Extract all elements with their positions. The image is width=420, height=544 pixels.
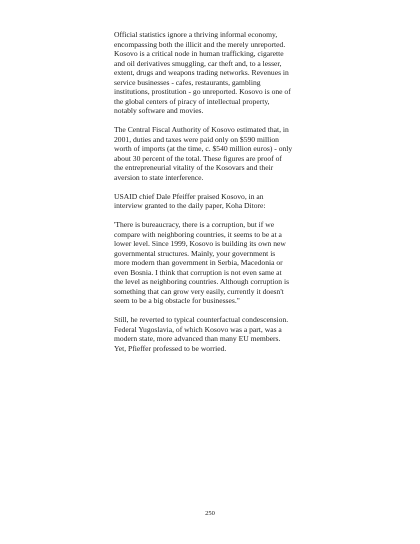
paragraph-usaid-intro: USAID chief Dale Pfeiffer praised Kosovo, in an interview granted to the daily paper, Koha Ditore:: [114, 191, 266, 210]
page-body: [114, 30, 314, 363]
paragraph-condescension: Still, he reverted to typical counterfactual condescension. Federal Yugoslavia, of which Kosovo was a part, was a modern state, more advanced than many EU members. Yet, Pfieffer professed to be worried.: [114, 315, 289, 353]
page-number: 250: [205, 510, 215, 517]
paragraph-informal-economy: Official statistics ignore a thriving informal economy, encompassing both the illicit and the merely unreported. Kosovo is a critical node in human trafficking, cigarette and oil derivatives smuggling, car theft and, to a lesser, extent, drugs and weapons trading networks. Revenues in service businesses - cafes, restaurants, gambling institutions, prostitution - go unreported. Kosovo is one of the global centers of piracy of intellectual property, notably software and movies.: [114, 30, 291, 115]
paragraph-fiscal-authority: The Central Fiscal Authority of Kosovo estimated that, in 2001, duties and taxes were paid only on $590 million worth of imports (at the time, c. $540 million euros) - only about 30 percent of the total. These figures are proof of the entrepreneurial vitality of the Kosovars and their aversion to state interference.: [114, 125, 293, 182]
paragraph-pfeiffer-quote: 'There is bureaucracy, there is a corruption, but if we compare with neighboring countries, it seems to be at a lower level. Since 1999, Kosovo is building its own new governmental structures. Mainly, your government is more modern than government in Serbia, Macedonia or even Bosnia. I think that corruption is not even same at the level as neighboring countries. Although corruption is something that can grow very easily, currently it doesn't seem to be a big obstacle for businesses.": [114, 220, 290, 305]
